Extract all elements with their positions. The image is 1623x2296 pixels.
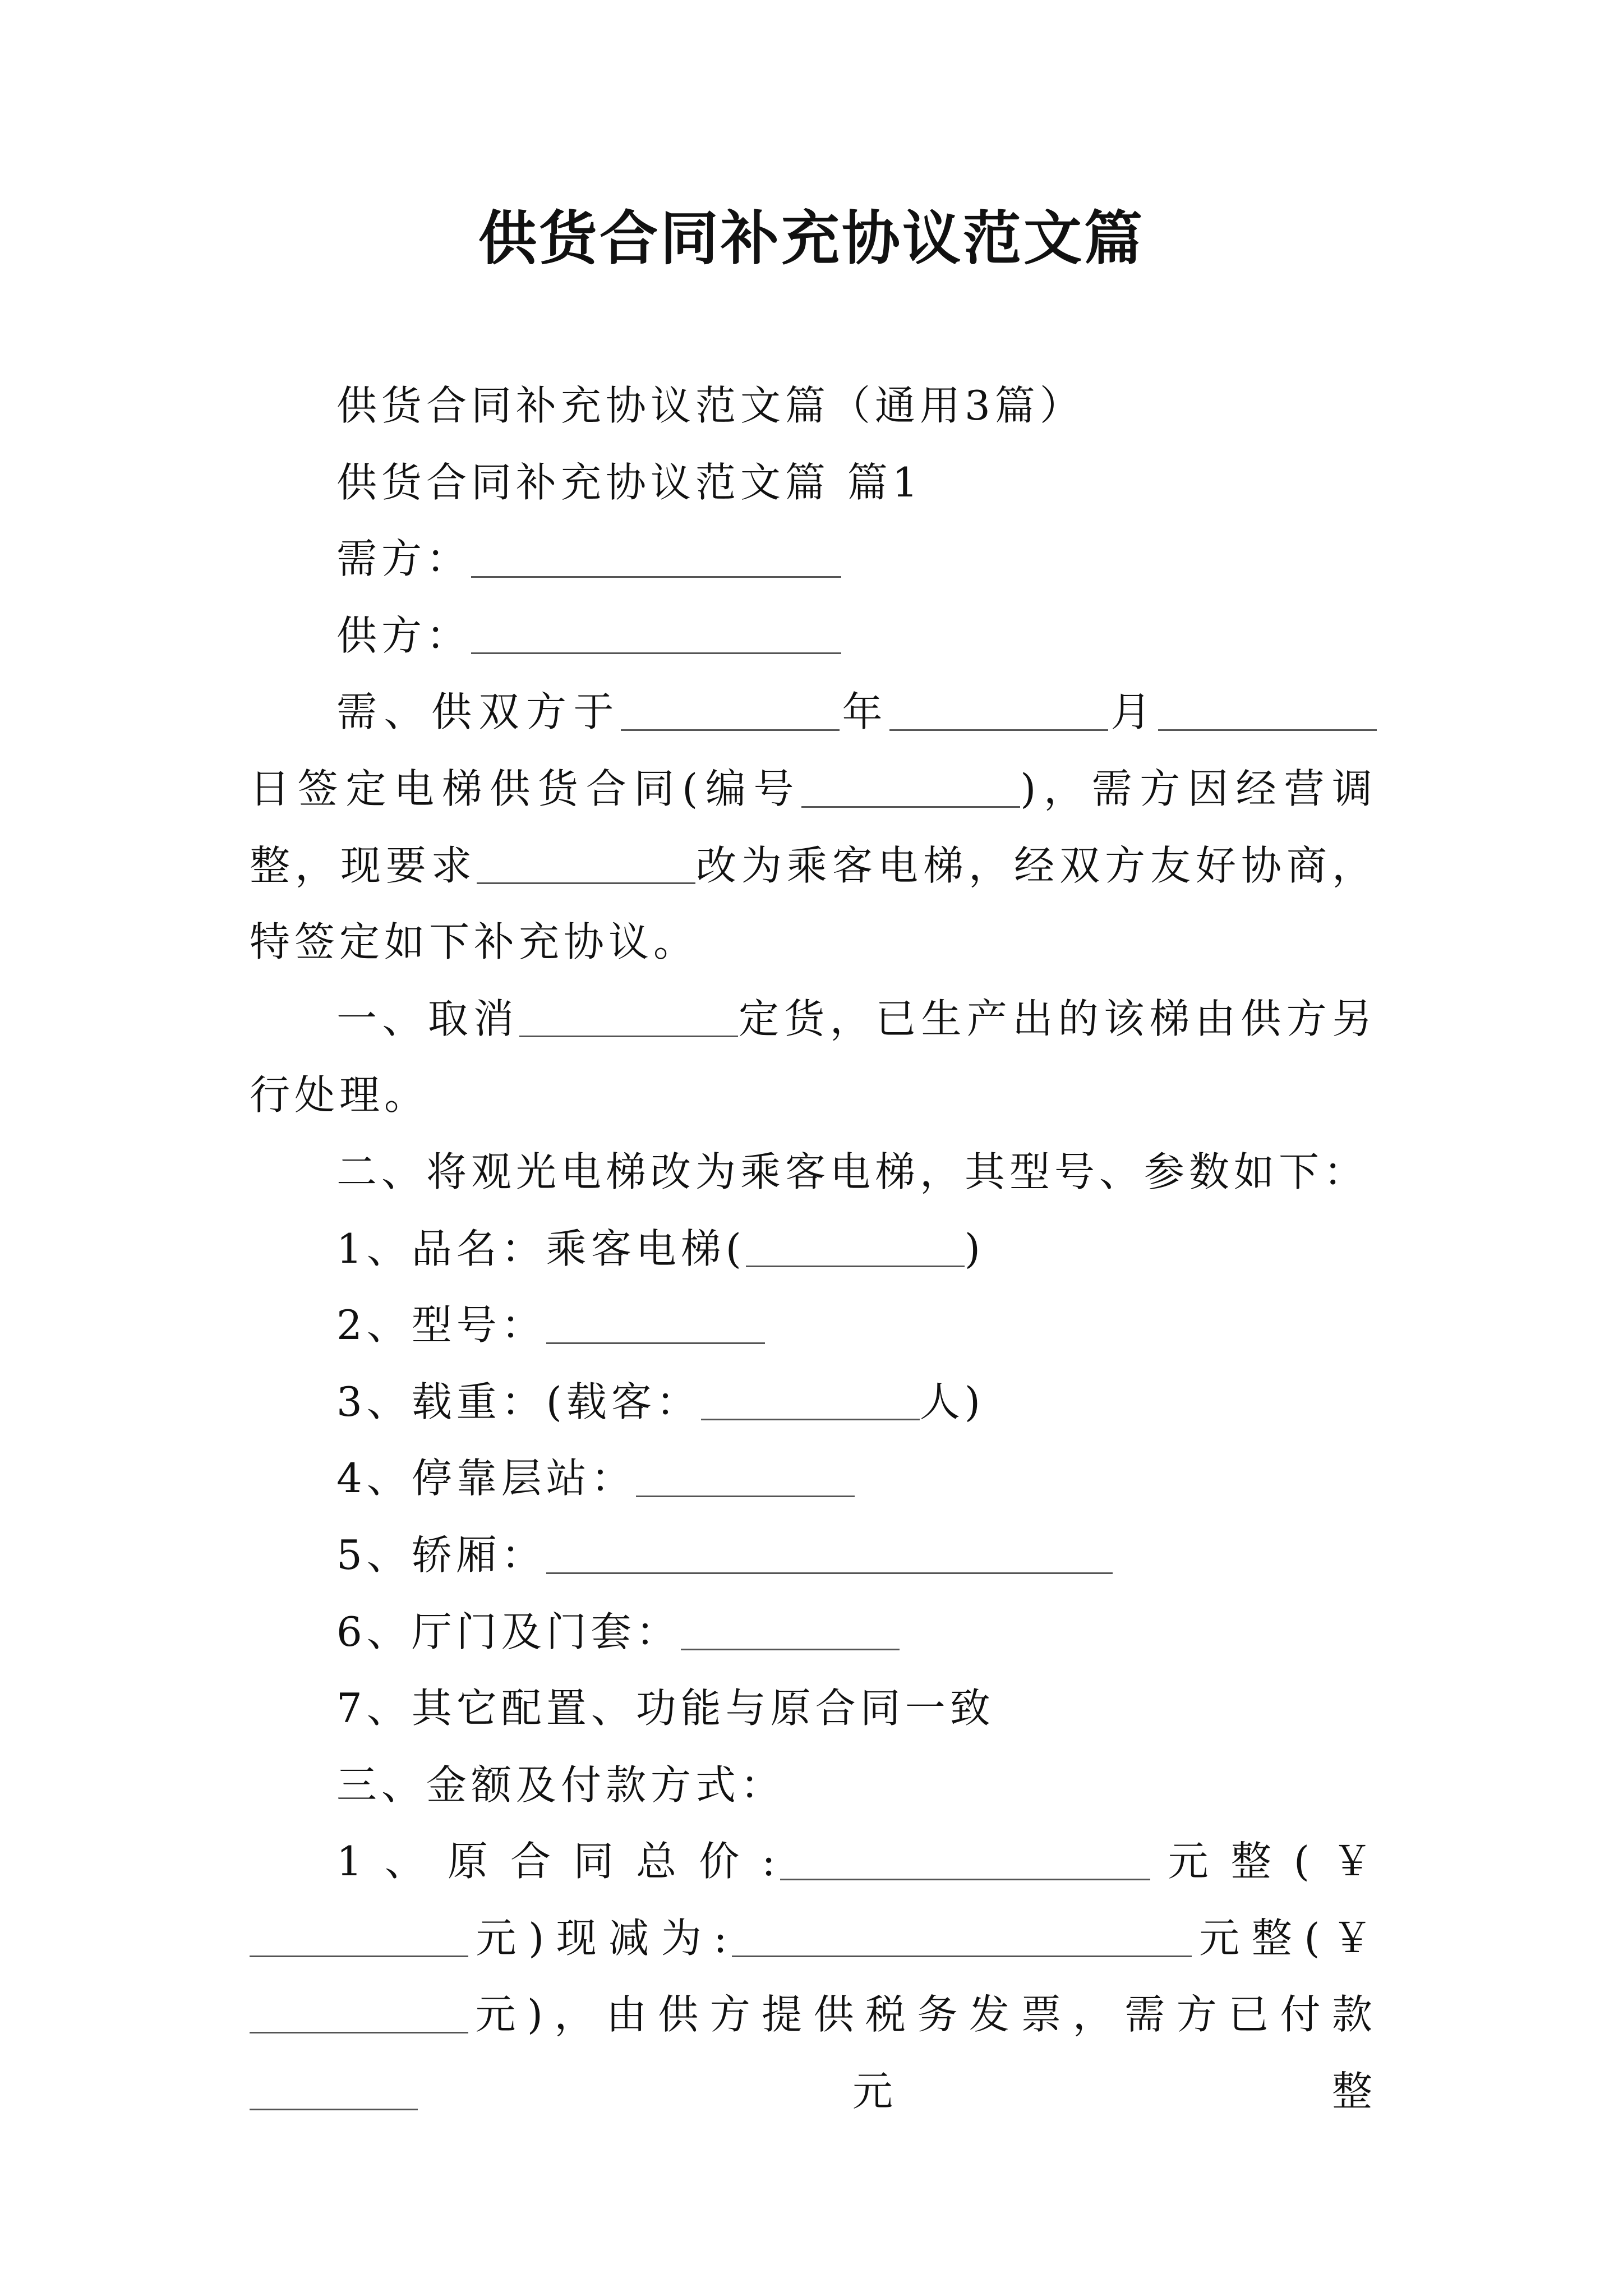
changed-item-blank <box>477 846 695 884</box>
clause-3: 三、金额及付款方式： <box>336 1761 786 1809</box>
payment-text: 元整(￥ <box>1150 1838 1377 1885</box>
item-label: 人) <box>919 1378 985 1425</box>
model-blank <box>546 1306 765 1344</box>
reduced-total-figure-blank <box>250 1995 468 2033</box>
car-blank <box>546 1536 1113 1574</box>
item-other: 7、其它配置、功能与原合同一致 <box>336 1685 995 1732</box>
demand-party-line <box>250 521 1377 597</box>
payment-text: 元)， <box>468 1991 606 2039</box>
paragraph-text: )，需方因经营调整，现要求 <box>250 765 1377 889</box>
item-label: 4、停靠层站： <box>336 1455 636 1502</box>
paragraph-text: 需、供双方于 <box>336 688 621 736</box>
clause-1 <box>250 981 1377 1134</box>
clause-text: 定货，已生产出的该梯由供方另行处理。 <box>250 995 1377 1119</box>
item-label: 5、轿厢： <box>336 1531 546 1579</box>
paragraph-text: 日签定电梯供货合同(编号 <box>250 765 802 812</box>
item-stops <box>250 1440 1377 1517</box>
payment-text: 元整(￥ <box>1191 1914 1377 1962</box>
item-model <box>250 1287 1377 1364</box>
supply-party-blank <box>471 616 841 655</box>
item-doors <box>250 1594 1377 1671</box>
paragraph-text: 改为乘客电梯，经双方友好协商，特签定如下补充协议。 <box>250 841 1377 966</box>
demand-party-blank <box>471 540 841 578</box>
paid-amount-blank <box>250 2072 418 2110</box>
page-title: 供货合同补充协议范文篇 <box>478 204 1145 273</box>
intro-line: 供货合同补充协议范文篇（通用3篇） <box>336 382 1085 429</box>
month-blank <box>889 693 1108 731</box>
product-name-blank <box>746 1229 965 1267</box>
payment-text: 元)现减为: <box>468 1914 732 1962</box>
payment-text: 元整 <box>418 2068 1377 2115</box>
stops-blank <box>636 1459 855 1497</box>
reduced-total-blank <box>732 1919 1192 1957</box>
document-body <box>250 367 1377 2130</box>
section-heading: 供货合同补充协议范文篇 篇1 <box>336 458 923 506</box>
item-product-name <box>250 1211 1377 1287</box>
item-label: 6、厅门及门套： <box>336 1608 681 1655</box>
demand-party-label: 需方： <box>336 535 472 583</box>
supply-party-line <box>250 597 1377 674</box>
cancel-item-blank <box>519 1000 738 1038</box>
clause-2: 二、将观光电梯改为乘客电梯，其型号、参数如下： <box>336 1148 1369 1195</box>
contract-number-blank <box>801 770 1020 808</box>
passenger-count-blank <box>701 1383 920 1421</box>
agreement-paragraph <box>250 674 1377 980</box>
year-blank <box>621 693 840 731</box>
item-load <box>250 1364 1377 1441</box>
paragraph-text: 年 <box>839 688 889 736</box>
item-label: 1、品名：乘客电梯( <box>336 1225 746 1272</box>
payment-text: 1、原合同总价: <box>336 1838 780 1885</box>
item-car <box>250 1517 1377 1594</box>
item-label: 3、载重：(载客： <box>336 1378 701 1425</box>
payment-text: 由供方提供税务发票，需方已付款 <box>606 1991 1377 2039</box>
day-blank <box>1158 693 1377 731</box>
supply-party-label: 供方： <box>336 611 472 659</box>
item-label: 2、型号： <box>336 1301 546 1349</box>
payment-paragraph <box>250 1823 1377 2129</box>
original-total-figure-blank <box>250 1919 468 1957</box>
item-label: ) <box>964 1225 985 1272</box>
clause-text: 一、取消 <box>336 995 519 1042</box>
original-total-blank <box>780 1842 1150 1880</box>
paragraph-text: 月 <box>1108 688 1158 736</box>
doors-blank <box>681 1612 900 1650</box>
